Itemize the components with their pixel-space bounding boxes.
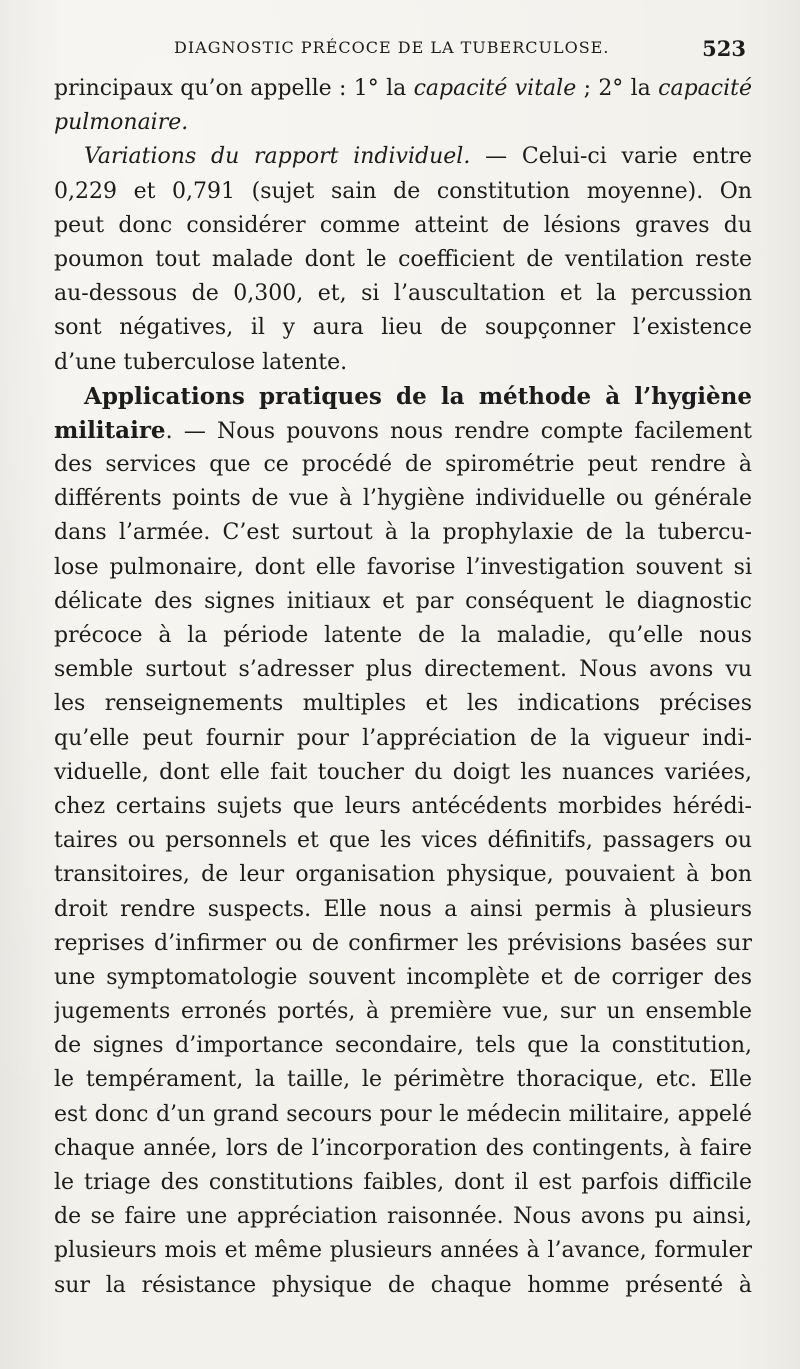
body-text [54, 72, 752, 1303]
paragraph-line: précoce à la période latente de la maladie, qu’elle nous [54, 623, 752, 648]
paragraph-line: au-dessous de 0,300, et, si l’auscultation et la percussion [54, 281, 752, 307]
section-heading-bold: Applications pratiques de la méthode à l’hygiène [84, 382, 752, 410]
paragraph-line: peut donc considérer comme atteint de lésions graves du [54, 212, 752, 238]
paragraph-line: 0,229 et 0,791 (sujet sain de constitution moyenne). On [54, 178, 752, 204]
paragraph-line: une symptomatologie souvent incomplète et de corriger des [54, 964, 752, 990]
paragraph-line [54, 414, 752, 448]
paragraph-line: est donc d’un grand secours pour le médecin militaire, appelé [54, 1101, 752, 1127]
paragraph-line: chez certains sujets que leurs antécédents morbides hérédi- [54, 793, 752, 819]
paragraph-line: viduelle, dont elle fait toucher du doigt les nuances variées, [54, 759, 752, 785]
paragraph-line: d’une tuberculose latente. [54, 349, 348, 375]
section-heading-bold: militaire [54, 416, 166, 444]
paragraph-line: taires ou personnels et que les vices définitifs, passagers ou [54, 828, 752, 854]
paragraph-line: reprises d’infirmer ou de confirmer les prévisions basées sur [54, 930, 752, 956]
page-number: 523 [702, 36, 746, 61]
paragraph-line: des services que ce procédé de spirométrie peut rendre à [54, 452, 752, 478]
page-header [54, 32, 752, 72]
paragraph-line: transitoires, de leur organisation physique, pouvaient à bon [54, 862, 752, 888]
paragraph-line [54, 380, 752, 414]
text-run: principaux qu’on appelle : 1° la [54, 76, 414, 101]
italic-term: capacité vitale [413, 76, 577, 101]
paragraph-line: le triage des constitutions faibles, dont il est parfois difficile [54, 1170, 752, 1195]
paragraph-line: poumon tout malade dont le coefficient de ventilation reste [54, 246, 752, 272]
section-heading-italic: Variations du rapport individuel. [84, 144, 471, 170]
text-run: . — Nous pouvons nous rendre compte facilement [165, 418, 752, 444]
paragraph-line: chaque année, lors de l’incorporation des contingents, à faire [54, 1135, 752, 1161]
paragraph-line: sont négatives, il y aura lieu de soupçonner l’existence [54, 315, 752, 341]
paragraph-line: sur la résistance physique de chaque homme présenté à [54, 1272, 752, 1298]
italic-term: capacité [658, 76, 752, 101]
paragraph-line: semble surtout s’adresser plus directement. Nous avons vu [54, 657, 752, 683]
paragraph-line: délicate des signes initiaux et par conséquent le diagnostic [54, 588, 752, 614]
paragraph-line [54, 106, 752, 140]
paragraph-line: différents points de vue à l’hygiène individuelle ou générale [54, 486, 752, 512]
paragraph-line: de se faire une appréciation raisonnée. Nous avons pu ainsi, [54, 1204, 752, 1230]
paragraph-line [54, 140, 752, 174]
paragraph-line: lose pulmonaire, dont elle favorise l’investigation souvent si [54, 554, 752, 580]
paragraph-line: de signes d’importance secondaire, tels que la constitution, [54, 1033, 752, 1059]
paragraph-line: dans l’armée. C’est surtout à la prophylaxie de la tubercu- [54, 520, 752, 546]
running-head: DIAGNOSTIC PRÉCOCE DE LA TUBERCULOSE. [174, 38, 610, 57]
paragraph-line: le tempérament, la taille, le périmètre thoracique, etc. Elle [54, 1067, 752, 1093]
paragraph-line [54, 72, 752, 106]
text-run: — Celui-ci varie entre [470, 144, 752, 170]
paragraph-line: les renseignements multiples et les indications précises [54, 691, 752, 717]
paragraph-line: qu’elle peut fournir pour l’appréciation de la vigueur indi- [54, 725, 752, 751]
paragraph-line: droit rendre suspects. Elle nous a ainsi permis à plusieurs [54, 896, 752, 922]
paragraph-line: plusieurs mois et même plusieurs années à l’avance, formuler [54, 1238, 752, 1264]
italic-term: pulmonaire. [54, 110, 189, 136]
paragraph-line: jugements erronés portés, à première vue, sur un ensemble [54, 999, 752, 1025]
text-run: ; 2° la [576, 76, 659, 101]
